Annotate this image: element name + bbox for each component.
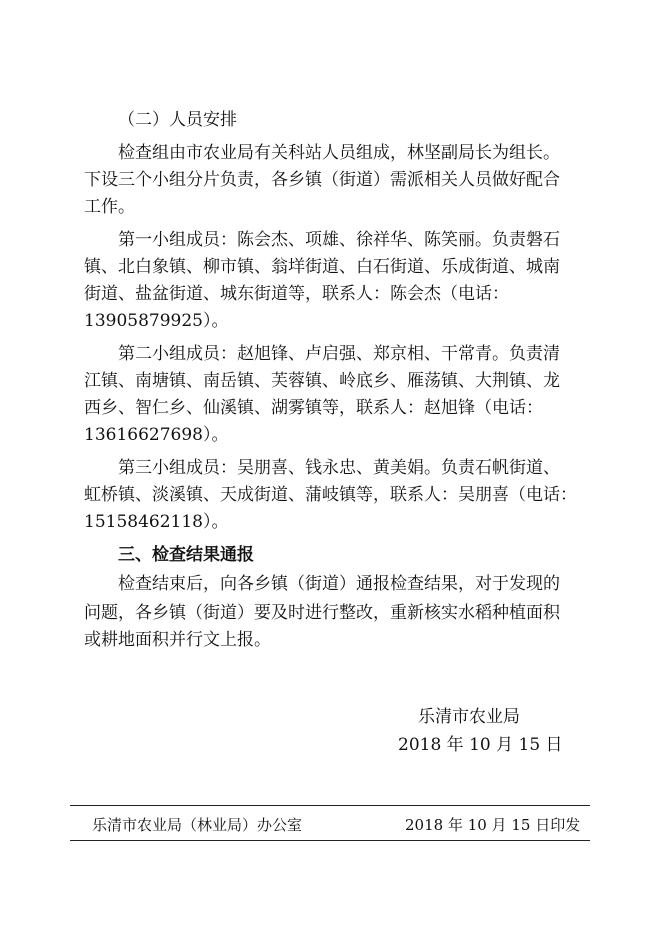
group1-line: 镇、北白象镇、柳市镇、翁垟街道、白石街道、乐成街道、城南	[84, 257, 560, 277]
paragraph-line: 下设三个小组分片负责，各乡镇（街道）需派相关人员做好配合	[84, 170, 560, 190]
group2-line: 第二小组成员：赵旭锋、卢启强、郑京相、干常青。负责清	[118, 344, 560, 364]
footer-print-date: 2018 年 10 月 15 日印发	[405, 816, 581, 834]
group2-line: 西乡、智仁乡、仙溪镇、湖雾镇等，联系人：赵旭锋（电话：	[84, 398, 543, 418]
group1-line: 13905879925）。	[84, 311, 229, 331]
section2-title: （二）人员安排	[118, 110, 237, 130]
group1-line: 街道、盐盆街道、城东街道等，联系人：陈会杰（电话：	[84, 284, 509, 304]
group3-line: 15158462118）。	[84, 512, 229, 532]
footer-top-rule	[70, 805, 590, 806]
group3-line: 第三小组成员：吴朋喜、钱永忠、黄美娟。负责石帆街道、	[118, 458, 560, 478]
section3-title: 三、检查结果通报	[118, 545, 254, 565]
footer-issuer: 乐清市农业局（林业局）办公室	[92, 816, 303, 834]
group1-line: 第一小组成员：陈会杰、项雄、徐祥华、陈笑丽。负责磐石	[118, 230, 560, 250]
group2-line: 江镇、南塘镇、南岳镇、芙蓉镇、岭底乡、雁荡镇、大荆镇、龙	[84, 371, 560, 391]
paragraph-line: 问题，各乡镇（街道）要及时进行整改，重新核实水稻种植面积	[84, 603, 560, 623]
signature-date: 2018 年 10 月 15 日	[398, 735, 563, 755]
paragraph-line: 检查组由市农业局有关科站人员组成，林坚副局长为组长。	[118, 143, 560, 163]
paragraph-line: 或耕地面积并行文上报。	[84, 630, 271, 650]
signature-org: 乐清市农业局	[418, 707, 520, 727]
group2-line: 13616627698）。	[84, 425, 229, 445]
paragraph-line: 检查结束后，向各乡镇（街道）通报检查结果，对于发现的	[118, 574, 560, 594]
footer-bottom-rule	[70, 840, 590, 841]
group3-line: 虹桥镇、淡溪镇、天成街道、蒲岐镇等，联系人：吴朋喜（电话：	[84, 485, 577, 505]
paragraph-line: 工作。	[84, 197, 135, 217]
